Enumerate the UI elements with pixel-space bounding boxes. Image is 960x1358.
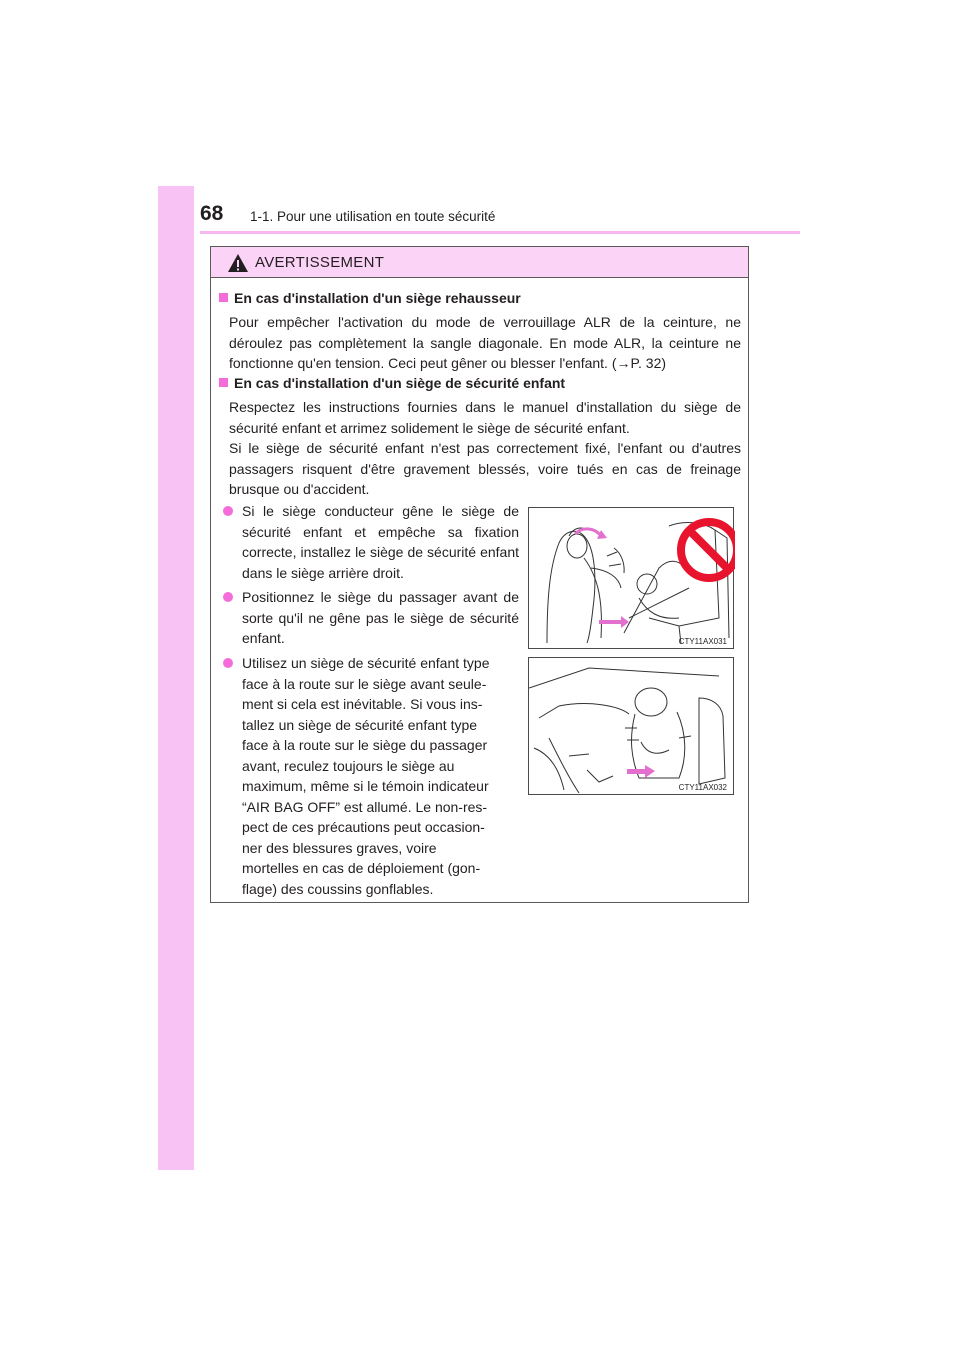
side-tab-band	[158, 186, 194, 1170]
figure-front-seat-child-seat	[528, 657, 734, 795]
square-bullet-icon	[219, 293, 228, 302]
list-item: Utilisez un siège de sécurité enfant type face à la route sur le siège avant seule- ment si cela est inévitable. Si vous ins- tallez un siège de sécurité enfant type face à la route sur le siège du passager avant, reculez toujours le siège au maximum, même si le témoin indicateur “AIR BAG OFF” est allumé. Le non-res- pect de ces précautions peut occasion- ner des blessures graves, voire mortelles en cas de déploiement (gon- flage) des coussins gonflables.	[223, 653, 519, 899]
figure-code: CTY11AX032	[678, 783, 727, 792]
square-bullet-icon	[219, 378, 228, 387]
seat-illustration-image	[529, 508, 735, 650]
warning-title: AVERTISSEMENT	[255, 254, 385, 271]
section-heading: En cas d'installation d'un siège de sécurité enfant	[219, 375, 565, 391]
bullet-dot-icon	[223, 506, 233, 516]
header-rule	[200, 231, 800, 234]
bullet-dot-icon	[223, 658, 233, 668]
page-header	[200, 200, 800, 234]
list-item: Si le siège conducteur gêne le siège de sécurité enfant et empêche sa fixation correcte, installez le siège de sécurité enfant dans le siège arrière droit.	[223, 501, 519, 583]
figure-driver-seat-interference	[528, 507, 734, 649]
section-paragraph: Pour empêcher l'activation du mode de verrouillage ALR de la ceinture, ne déroulez pas complètement la sangle diagonale. En mode ALR, la ceinture ne fonctionne qu'en tension. Ceci peut gêner ou blesser l'enfant. (→P. 32)	[229, 314, 741, 371]
section-title: 1-1. Pour une utilisation en toute sécurité	[250, 209, 496, 224]
bullet-dot-icon	[223, 592, 233, 602]
warning-triangle-icon	[227, 253, 249, 273]
section-heading: En cas d'installation d'un siège rehausseur	[219, 290, 521, 306]
page-number: 68	[200, 202, 224, 225]
list-item: Positionnez le siège du passager avant de sorte qu'il ne gêne pas le siège de sécurité enfant.	[223, 587, 519, 649]
warning-box	[210, 246, 749, 903]
warning-header	[211, 247, 748, 278]
figure-code: CTY11AX031	[678, 637, 727, 646]
section-paragraph: Si le siège de sécurité enfant n'est pas correctement fixé, l'enfant ou d'autres passagers risquent d'être gravement blessés, voire tués en cas de freinage brusque ou d'accident.	[229, 440, 741, 497]
section-paragraph: Respectez les instructions fournies dans le manuel d'installation du siège de sécurité enfant et arrimez solidement le siège de sécurité enfant.	[229, 399, 741, 436]
seat-illustration-image	[529, 658, 735, 796]
